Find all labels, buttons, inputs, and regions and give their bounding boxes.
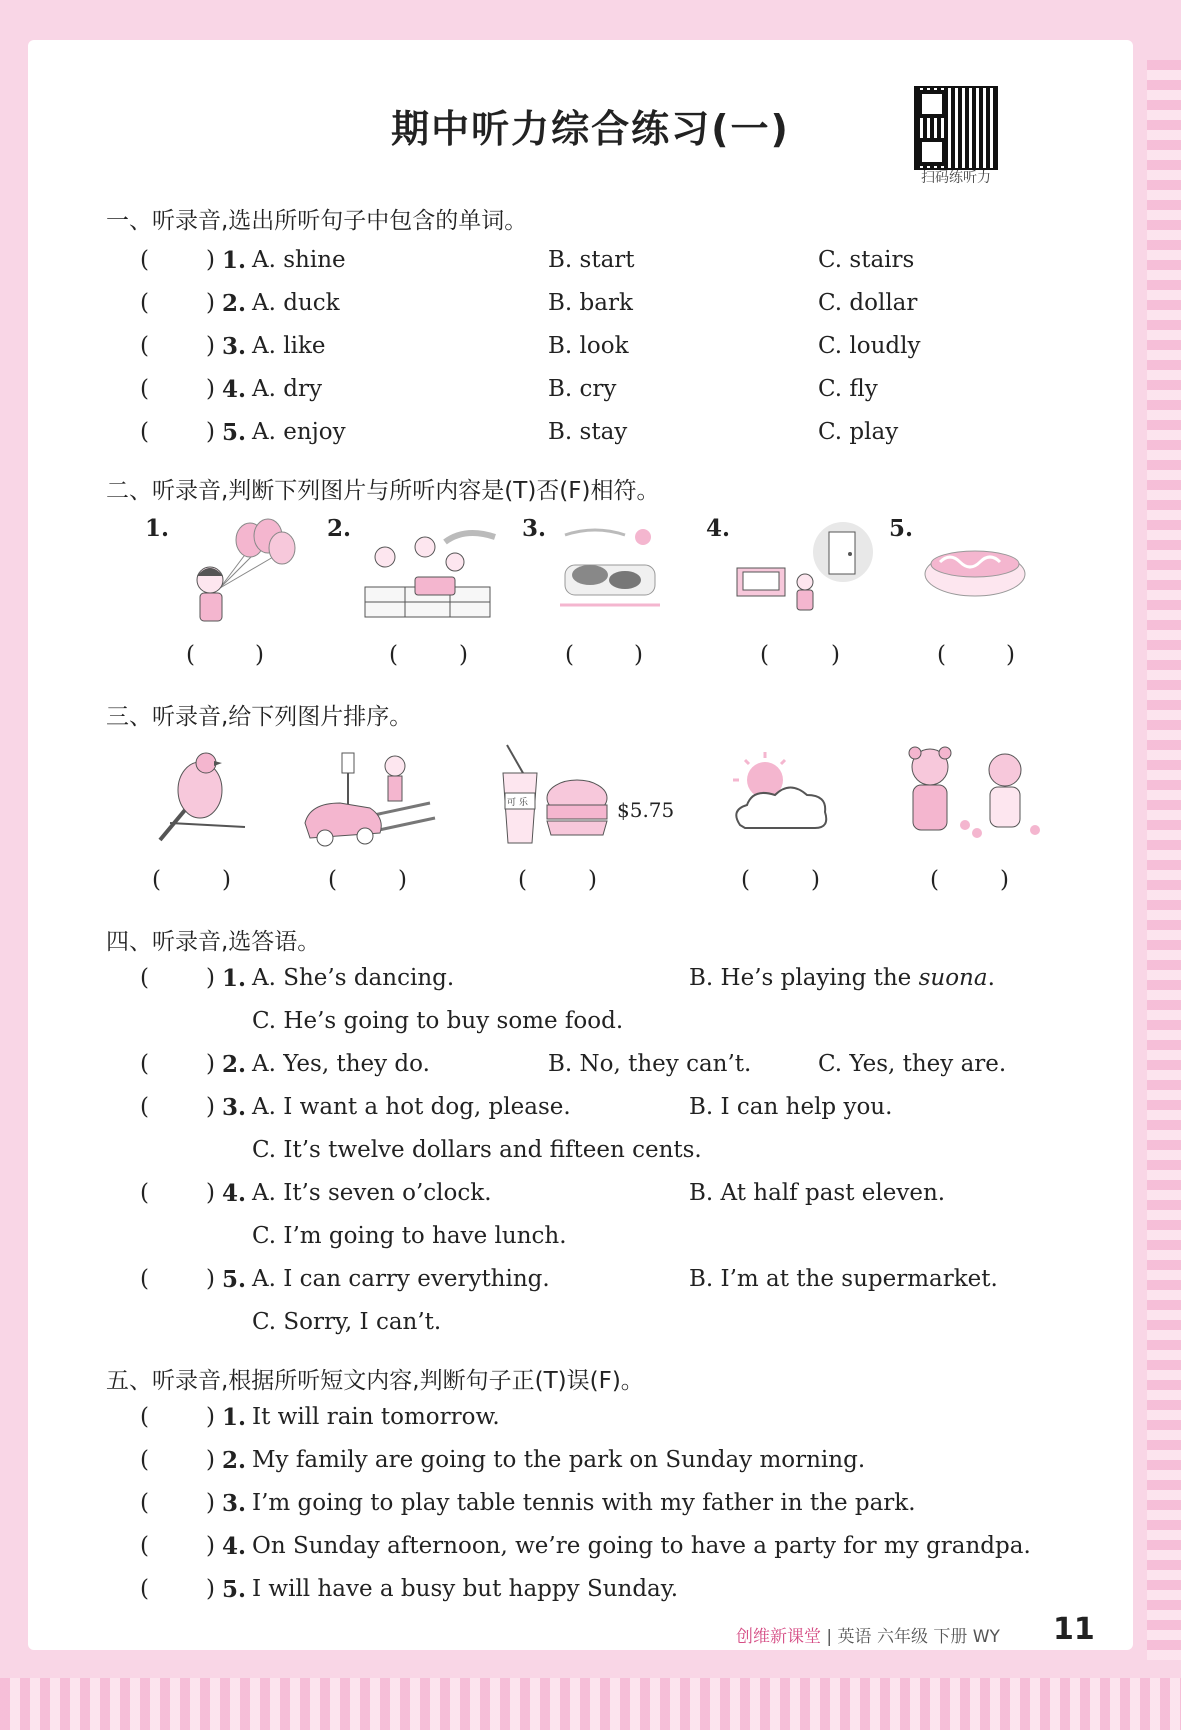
option-a: A. enjoy (252, 419, 346, 445)
paren-close: ) (206, 1266, 215, 1292)
question-number: 2. (222, 290, 247, 317)
option-b: B. look (548, 333, 629, 359)
answer-blank[interactable]: ( (140, 1490, 149, 1516)
cola-cup-text: 可 乐 (507, 798, 528, 808)
paren-close: ) (811, 867, 820, 893)
paren-close: ) (831, 642, 840, 668)
paren-close: ) (634, 642, 643, 668)
paren-close: ) (206, 290, 215, 316)
qr-code-icon[interactable] (914, 86, 998, 170)
paren-close: ) (206, 1094, 215, 1120)
qr-label: 扫码练听力 (921, 170, 991, 186)
option-c: C. play (818, 419, 899, 445)
cows-field-icon (555, 525, 665, 620)
statement-text: It will rain tomorrow. (252, 1404, 500, 1430)
paren-close: ) (206, 1051, 215, 1077)
picture-label-4: 4. (706, 515, 731, 542)
page-number: 11 (1053, 1612, 1095, 1647)
paren-close: ) (206, 376, 215, 402)
bear-monkey-icon (885, 745, 1055, 845)
answer-blank[interactable]: ( (741, 867, 750, 893)
question-number: 5. (222, 1576, 247, 1603)
answer-blank[interactable]: ( (140, 1094, 149, 1120)
statement-text: On Sunday afternoon, we’re going to have a party for my grandpa. (252, 1533, 1031, 1559)
question-number: 4. (222, 1533, 247, 1560)
paren-close: ) (255, 642, 264, 668)
paren-close: ) (222, 867, 231, 893)
paren-close: ) (588, 867, 597, 893)
answer-blank[interactable]: ( (760, 642, 769, 668)
option-c: C. He’s going to buy some food. (252, 1008, 624, 1034)
question-number: 5. (222, 1266, 247, 1293)
option-c: C. dollar (818, 290, 918, 316)
option-b: B. bark (548, 290, 633, 316)
answer-blank[interactable]: ( (140, 1447, 149, 1473)
section-4-heading: 四、听录音,选答语。 (106, 929, 321, 955)
answer-blank[interactable]: ( (140, 1051, 149, 1077)
paren-close: ) (206, 1533, 215, 1559)
option-b: B. stay (548, 419, 628, 445)
statement-text: My family are going to the park on Sunday morning. (252, 1447, 866, 1473)
answer-blank[interactable]: ( (518, 867, 527, 893)
page-title: 期中听力综合练习(一) (391, 107, 790, 151)
option-b: B. I can help you. (689, 1094, 893, 1120)
answer-blank[interactable]: ( (140, 1404, 149, 1430)
question-number: 1. (222, 247, 247, 274)
question-number: 3. (222, 1094, 247, 1121)
footer-brand: 创维新课堂 (736, 1627, 821, 1647)
option-b: B. No, they can’t. (548, 1051, 752, 1077)
option-c: C. Sorry, I can’t. (252, 1309, 442, 1335)
footer-label (736, 1622, 1000, 1647)
hot-dog-icon (920, 522, 1030, 612)
option-c: C. stairs (818, 247, 915, 273)
section-3-heading: 三、听录音,给下列图片排序。 (106, 704, 413, 730)
option-c: C. fly (818, 376, 878, 402)
answer-blank[interactable]: ( (930, 867, 939, 893)
decorative-border-right (1147, 60, 1181, 1660)
family-picnic-icon (355, 522, 500, 627)
option-a: A. duck (252, 290, 340, 316)
question-number: 1. (222, 965, 247, 992)
option-a: A. dry (252, 376, 322, 402)
option-a: A. shine (252, 247, 346, 273)
picture-label-1: 1. (145, 515, 170, 542)
option-a: A. I can carry everything. (252, 1266, 550, 1292)
paren-close: ) (206, 965, 215, 991)
answer-blank[interactable]: ( (389, 642, 398, 668)
answer-blank[interactable]: ( (140, 376, 149, 402)
question-number: 4. (222, 1180, 247, 1207)
paren-close: ) (206, 419, 215, 445)
option-a: A. I want a hot dog, please. (252, 1094, 571, 1120)
girl-balloons-icon (180, 518, 300, 628)
decorative-border-bottom (0, 1678, 1181, 1730)
paren-close: ) (206, 1490, 215, 1516)
price-label: $5.75 (617, 798, 675, 822)
answer-blank[interactable]: ( (140, 247, 149, 273)
answer-blank[interactable]: ( (152, 867, 161, 893)
tv-girl-door-icon (735, 520, 875, 620)
statement-text: I’m going to play table tennis with my father in the park. (252, 1490, 916, 1516)
question-number: 2. (222, 1447, 247, 1474)
paren-close: ) (206, 333, 215, 359)
answer-blank[interactable]: ( (140, 965, 149, 991)
option-a: A. It’s seven o’clock. (252, 1180, 492, 1206)
answer-blank[interactable]: ( (937, 642, 946, 668)
answer-blank[interactable]: ( (186, 642, 195, 668)
car-crossing-icon (300, 748, 440, 848)
paren-close: ) (206, 1576, 215, 1602)
answer-blank[interactable]: ( (140, 1533, 149, 1559)
paren-close: ) (206, 1447, 215, 1473)
option-b: B. I’m at the supermarket. (689, 1266, 998, 1292)
cola-burger-icon (495, 743, 615, 848)
footer-subject: | 英语 六年级 下册 WY (821, 1627, 1000, 1647)
paren-close: ) (459, 642, 468, 668)
option-c: C. loudly (818, 333, 921, 359)
option-c: C. Yes, they are. (818, 1051, 1007, 1077)
paren-close: ) (1000, 867, 1009, 893)
option-b: B. At half past eleven. (689, 1180, 946, 1206)
paren-close: ) (206, 247, 215, 273)
option-b: B. He’s playing the suona. (689, 965, 995, 991)
picture-label-2: 2. (327, 515, 352, 542)
question-number: 1. (222, 1404, 247, 1431)
section-2-heading: 二、听录音,判断下列图片与所听内容是(T)否(F)相符。 (106, 478, 660, 504)
answer-blank[interactable]: ( (140, 1180, 149, 1206)
question-number: 5. (222, 419, 247, 446)
question-number: 2. (222, 1051, 247, 1078)
section-5-heading: 五、听录音,根据所听短文内容,判断句子正(T)误(F)。 (106, 1368, 644, 1394)
bird-icon (150, 745, 250, 845)
statement-text: I will have a busy but happy Sunday. (252, 1576, 679, 1602)
paren-close: ) (206, 1404, 215, 1430)
question-number: 3. (222, 333, 247, 360)
answer-blank[interactable]: ( (140, 419, 149, 445)
option-b: B. cry (548, 376, 617, 402)
option-c: C. It’s twelve dollars and fifteen cents. (252, 1137, 702, 1163)
answer-blank[interactable]: ( (328, 867, 337, 893)
answer-blank[interactable]: ( (140, 1266, 149, 1292)
option-a: A. Yes, they do. (252, 1051, 430, 1077)
section-1-heading: 一、听录音,选出所听句子中包含的单词。 (106, 208, 528, 234)
option-a: A. like (252, 333, 326, 359)
paren-close: ) (206, 1180, 215, 1206)
question-number: 3. (222, 1490, 247, 1517)
question-number: 4. (222, 376, 247, 403)
picture-label-3: 3. (522, 515, 547, 542)
picture-label-5: 5. (889, 515, 914, 542)
paren-close: ) (398, 867, 407, 893)
option-a: A. She’s dancing. (252, 965, 455, 991)
answer-blank[interactable]: ( (140, 1576, 149, 1602)
paren-close: ) (1006, 642, 1015, 668)
answer-blank[interactable]: ( (140, 333, 149, 359)
answer-blank[interactable]: ( (140, 290, 149, 316)
option-b: B. start (548, 247, 635, 273)
answer-blank[interactable]: ( (565, 642, 574, 668)
option-c: C. I’m going to have lunch. (252, 1223, 567, 1249)
sun-cloud-icon (725, 750, 835, 840)
